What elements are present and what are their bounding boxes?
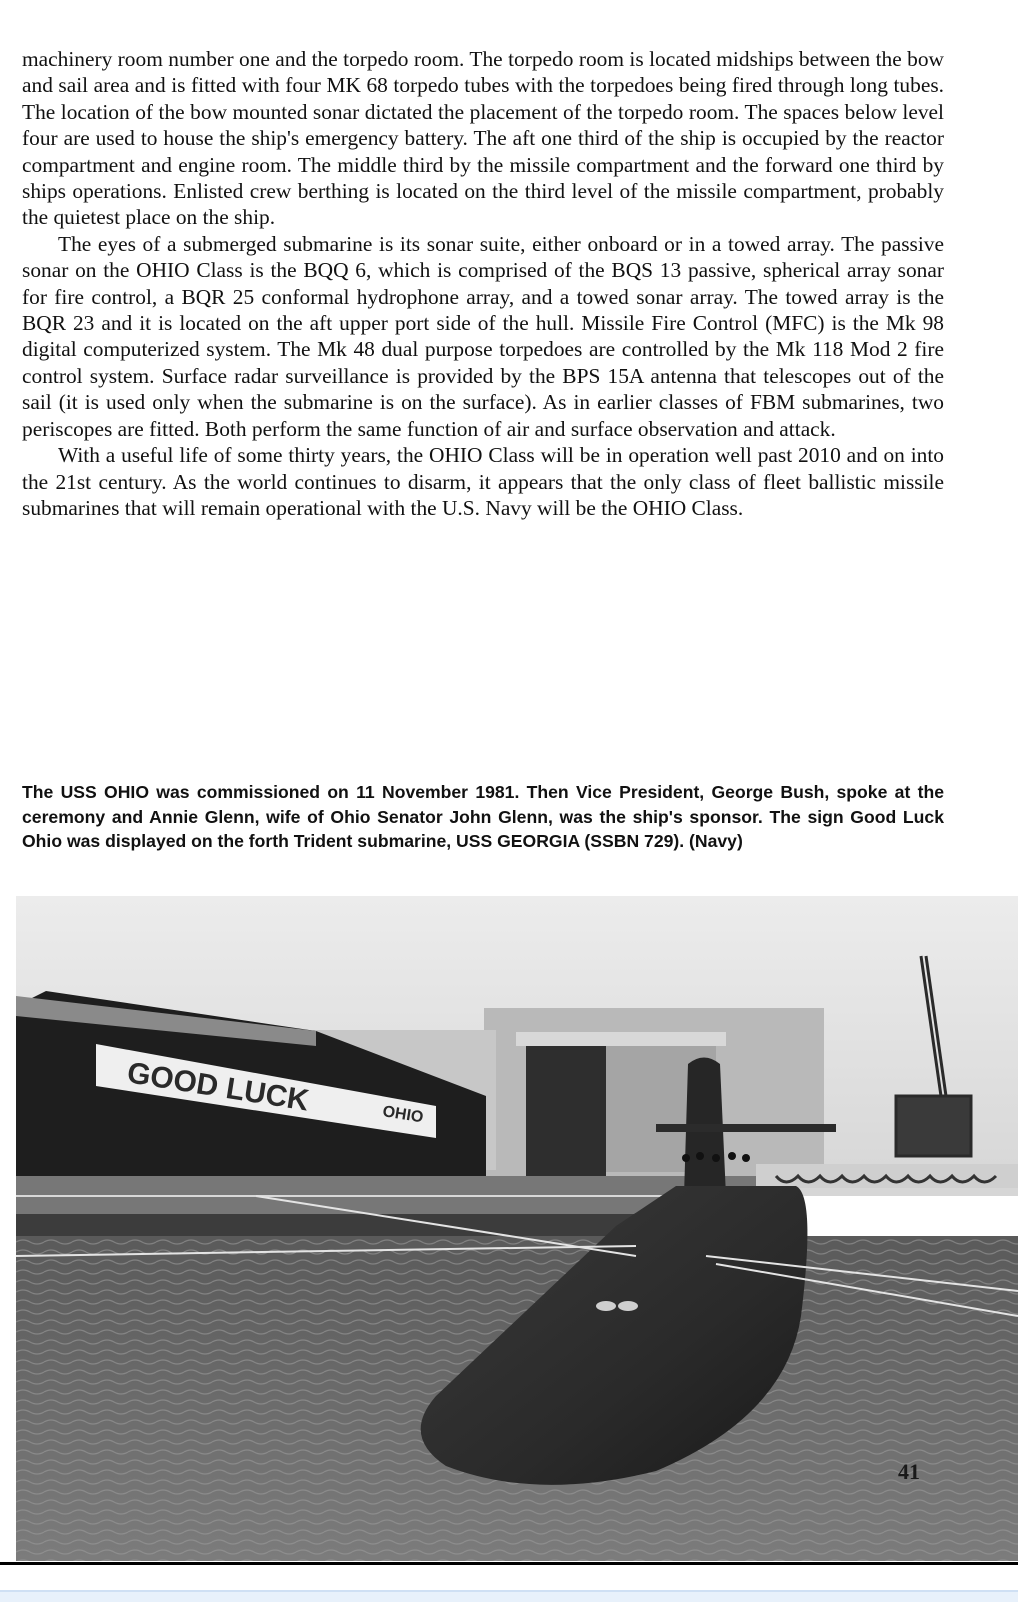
- paragraph-3: With a useful life of some thirty years, the OHIO Class will be in operation well past 2010 and on into the 21st century. As the world continues to disarm, it appears that the only class of fleet ballistic missile submarines that will remain operational with the U.S. Navy will be the OHIO Class.: [22, 443, 944, 520]
- page-number: 41: [898, 1459, 920, 1484]
- bottom-strip: [0, 1590, 1018, 1602]
- body-text: [22, 46, 944, 521]
- photo-caption: The USS OHIO was commissioned on 11 November 1981. Then Vice President, George Bush, spoke at the ceremony and Annie Glenn, wife of Ohio Senator John Glenn, was the ship's sponsor. The sign Good Luck Ohio was displayed on the forth Trident submarine, USS GEORGIA (SSBN 729). (Navy): [22, 782, 944, 852]
- good-luck-sign: GOOD LUCK: [124, 1056, 312, 1118]
- paragraph-2: The eyes of a submerged submarine is its sonar suite, either onboard or in a towed array. The passive sonar on the OHIO Class is the BQQ 6, which is comprised of the BQS 13 passive, spherical array sonar for fire control, a BQR 25 conformal hydrophone array, and a towed sonar array. The towed array is the BQR 23 and it is located on the aft upper port side of the hull. Missile Fire Control (MFC) is the Mk 98 digital computerized system. The Mk 48 dual purpose torpedoes are controlled by the Mk 118 Mod 2 fire control system. Surface radar surveillance is provided by the BPS 15A antenna that telescopes out of the sail (it is used only when the submarine is on the surface). As in earlier classes of FBM submarines, two periscopes are fitted. Both perform the same function of air and surface observation and attack.: [22, 231, 944, 441]
- bottom-rule: [0, 1562, 1018, 1565]
- submarine-photo: [16, 896, 1018, 1561]
- ohio-sign: OHIO: [381, 1103, 425, 1127]
- paragraph-1: machinery room number one and the torpedo room. The torpedo room is located midships between the bow and sail area and is fitted with four MK 68 torpedo tubes with the torpedoes being fired through long tubes. The location of the bow mounted sonar dictated the placement of the torpedo room. The spaces below level four are used to house the ship's emergency battery. The aft one third of the ship is occupied by the reactor compartment and engine room. The middle third by the missile compartment and the forward one third by ships operations. Enlisted crew berthing is located on the third level of the missile compartment, probably the quietest place on the ship.: [22, 47, 944, 230]
